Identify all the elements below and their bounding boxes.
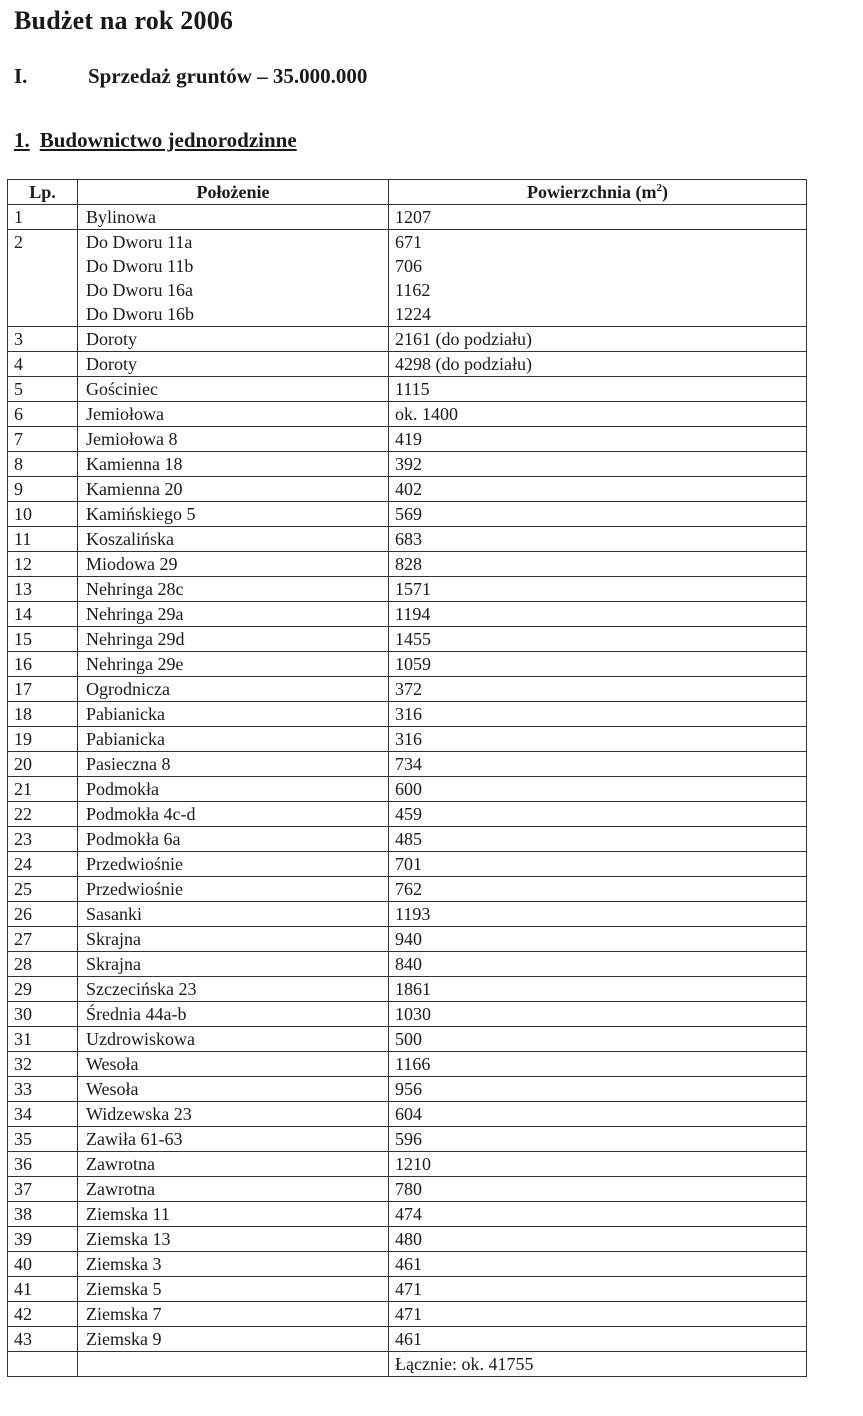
row-area	[389, 1102, 807, 1127]
row-location	[78, 1302, 389, 1327]
plots-table	[7, 179, 807, 1377]
area-line: 4298 (do podziału)	[395, 354, 532, 374]
area-line: 461	[395, 1254, 422, 1274]
table-row	[8, 1127, 807, 1152]
location-line: Przedwiośnie	[86, 854, 183, 874]
table-row	[8, 327, 807, 352]
row-lp: 31	[8, 1027, 78, 1052]
table-header-row	[8, 180, 807, 205]
section-label: Sprzedaż gruntów – 35.000.000	[88, 64, 368, 88]
row-area	[389, 602, 807, 627]
row-lp: 9	[8, 477, 78, 502]
row-area	[389, 1202, 807, 1227]
row-location	[78, 1152, 389, 1177]
area-line: 1571	[395, 579, 431, 599]
row-area	[389, 402, 807, 427]
row-location	[78, 577, 389, 602]
table-row	[8, 952, 807, 977]
row-area	[389, 1227, 807, 1252]
location-line: Do Dworu 16a	[86, 280, 193, 300]
row-location	[78, 1077, 389, 1102]
table-row	[8, 502, 807, 527]
location-line: Do Dworu 11a	[86, 232, 193, 252]
row-lp: 41	[8, 1277, 78, 1302]
table-row	[8, 702, 807, 727]
row-location	[78, 327, 389, 352]
area-line: 316	[395, 704, 422, 724]
row-location	[78, 205, 389, 230]
location-line: Kamienna 20	[86, 479, 183, 499]
location-line: Ziemska 9	[86, 1329, 162, 1349]
area-line: 1193	[395, 904, 431, 924]
row-location	[78, 352, 389, 377]
row-area	[389, 777, 807, 802]
row-lp: 39	[8, 1227, 78, 1252]
table-row	[8, 602, 807, 627]
row-location	[78, 877, 389, 902]
table-row	[8, 977, 807, 1002]
table-row	[8, 205, 807, 230]
row-lp: 27	[8, 927, 78, 952]
row-area	[389, 230, 807, 327]
area-line: 828	[395, 554, 422, 574]
table-row	[8, 1277, 807, 1302]
location-line: Zawrotna	[86, 1154, 155, 1174]
row-area	[389, 427, 807, 452]
row-area	[389, 702, 807, 727]
row-location	[78, 377, 389, 402]
table-row	[8, 627, 807, 652]
table-row	[8, 352, 807, 377]
row-location	[78, 1052, 389, 1077]
row-location	[78, 1277, 389, 1302]
row-location	[78, 402, 389, 427]
table-row	[8, 927, 807, 952]
area-line: 471	[395, 1279, 422, 1299]
row-location	[78, 1127, 389, 1152]
table-row	[8, 1102, 807, 1127]
table-row	[8, 777, 807, 802]
row-lp: 8	[8, 452, 78, 477]
location-line: Ogrodnicza	[86, 679, 170, 699]
row-area	[389, 752, 807, 777]
location-line: Podmokła 4c-d	[86, 804, 196, 824]
header-area-text: Powierzchnia (m	[527, 182, 657, 202]
area-line: 461	[395, 1329, 422, 1349]
row-location	[78, 902, 389, 927]
subsection-label: Budownictwo jednorodzinne	[39, 128, 297, 152]
row-area	[389, 352, 807, 377]
row-lp: 37	[8, 1177, 78, 1202]
row-location	[78, 677, 389, 702]
area-line: 500	[395, 1029, 422, 1049]
row-lp: 17	[8, 677, 78, 702]
row-location	[78, 702, 389, 727]
row-area	[389, 205, 807, 230]
document-title: Budżet na rok 2006	[14, 6, 234, 35]
area-line: 762	[395, 879, 422, 899]
row-area	[389, 577, 807, 602]
location-line: Do Dworu 16b	[86, 304, 194, 324]
location-line: Koszalińska	[86, 529, 174, 549]
section-heading	[14, 64, 367, 89]
location-line: Skrajna	[86, 954, 141, 974]
area-line: 485	[395, 829, 422, 849]
location-line: Pabianicka	[86, 729, 165, 749]
location-line: Nehringa 29a	[86, 604, 184, 624]
row-area	[389, 852, 807, 877]
row-area	[389, 327, 807, 352]
row-area	[389, 827, 807, 852]
location-line: Ziemska 3	[86, 1254, 162, 1274]
row-location	[78, 852, 389, 877]
area-line: 480	[395, 1229, 422, 1249]
location-line: Widzewska 23	[86, 1104, 192, 1124]
row-area	[389, 952, 807, 977]
row-location	[78, 777, 389, 802]
row-lp: 43	[8, 1327, 78, 1352]
row-lp: 21	[8, 777, 78, 802]
area-line: 1861	[395, 979, 431, 999]
location-line: Przedwiośnie	[86, 879, 183, 899]
location-line: Zawrotna	[86, 1179, 155, 1199]
row-area	[389, 627, 807, 652]
area-line: 1455	[395, 629, 431, 649]
table-row	[8, 1202, 807, 1227]
row-area	[389, 1127, 807, 1152]
total-row	[8, 1352, 807, 1377]
area-line: 1166	[395, 1054, 431, 1074]
table-row	[8, 1302, 807, 1327]
row-area	[389, 477, 807, 502]
row-lp: 33	[8, 1077, 78, 1102]
table-row	[8, 1002, 807, 1027]
row-area	[389, 902, 807, 927]
area-line: 940	[395, 929, 422, 949]
row-lp: 20	[8, 752, 78, 777]
table-row	[8, 1177, 807, 1202]
row-area	[389, 1302, 807, 1327]
table-row	[8, 1327, 807, 1352]
table-row	[8, 427, 807, 452]
table-row	[8, 377, 807, 402]
row-lp: 12	[8, 552, 78, 577]
location-line: Pasieczna 8	[86, 754, 171, 774]
row-lp: 11	[8, 527, 78, 552]
location-line: Ziemska 11	[86, 1204, 170, 1224]
area-line: 671	[395, 232, 422, 252]
row-location	[78, 802, 389, 827]
location-line: Sasanki	[86, 904, 142, 924]
area-line: 402	[395, 479, 422, 499]
area-line: 459	[395, 804, 422, 824]
row-location	[78, 427, 389, 452]
location-line: Miodowa 29	[86, 554, 178, 574]
row-lp: 15	[8, 627, 78, 652]
row-location	[78, 602, 389, 627]
location-line: Ziemska 5	[86, 1279, 162, 1299]
row-area	[389, 1327, 807, 1352]
row-location	[78, 1102, 389, 1127]
row-lp: 34	[8, 1102, 78, 1127]
location-line: Bylinowa	[86, 207, 156, 227]
location-line: Nehringa 28c	[86, 579, 184, 599]
row-location	[78, 627, 389, 652]
total-value: Łącznie: ok. 41755	[389, 1352, 807, 1377]
subsection-number: 1.	[14, 128, 30, 152]
table-row	[8, 1077, 807, 1102]
row-location	[78, 752, 389, 777]
header-location: Położenie	[78, 180, 389, 205]
location-line: Nehringa 29d	[86, 629, 185, 649]
area-line: 596	[395, 1129, 422, 1149]
location-line: Do Dworu 11b	[86, 256, 194, 276]
row-lp: 22	[8, 802, 78, 827]
table-row	[8, 1252, 807, 1277]
location-line: Średnia 44a-b	[86, 1004, 187, 1024]
location-line: Zawiła 61-63	[86, 1129, 183, 1149]
row-lp: 29	[8, 977, 78, 1002]
area-line: 419	[395, 429, 422, 449]
row-lp: 36	[8, 1152, 78, 1177]
row-area	[389, 552, 807, 577]
total-empty-lp	[8, 1352, 78, 1377]
area-line: ok. 1400	[395, 404, 458, 424]
row-lp: 10	[8, 502, 78, 527]
table-row	[8, 527, 807, 552]
row-location	[78, 1027, 389, 1052]
total-empty-location	[78, 1352, 389, 1377]
location-line: Kamienna 18	[86, 454, 183, 474]
table-row	[8, 677, 807, 702]
location-line: Szczecińska 23	[86, 979, 197, 999]
area-line: 1224	[395, 304, 431, 324]
row-lp: 35	[8, 1127, 78, 1152]
row-location	[78, 827, 389, 852]
table-row	[8, 1027, 807, 1052]
area-line: 471	[395, 1304, 422, 1324]
row-lp: 19	[8, 727, 78, 752]
location-line: Skrajna	[86, 929, 141, 949]
table-row	[8, 477, 807, 502]
row-area	[389, 977, 807, 1002]
header-area-sup: 2	[656, 182, 662, 194]
area-line: 706	[395, 256, 422, 276]
row-lp: 32	[8, 1052, 78, 1077]
table-row	[8, 552, 807, 577]
location-line: Jemiołowa 8	[86, 429, 178, 449]
area-line: 604	[395, 1104, 422, 1124]
table-row	[8, 1227, 807, 1252]
row-location	[78, 1227, 389, 1252]
location-line: Doroty	[86, 329, 137, 349]
row-lp: 3	[8, 327, 78, 352]
location-line: Kamińskiego 5	[86, 504, 196, 524]
row-area	[389, 1177, 807, 1202]
row-lp: 7	[8, 427, 78, 452]
row-lp: 5	[8, 377, 78, 402]
location-line: Uzdrowiskowa	[86, 1029, 195, 1049]
row-location	[78, 652, 389, 677]
row-lp: 1	[8, 205, 78, 230]
table-row	[8, 402, 807, 427]
area-line: 840	[395, 954, 422, 974]
row-area	[389, 652, 807, 677]
location-line: Ziemska 7	[86, 1304, 162, 1324]
row-area	[389, 802, 807, 827]
table-row	[8, 230, 807, 327]
row-location	[78, 927, 389, 952]
row-location	[78, 1202, 389, 1227]
row-lp: 24	[8, 852, 78, 877]
row-area	[389, 1077, 807, 1102]
row-area	[389, 877, 807, 902]
area-line: 569	[395, 504, 422, 524]
table-row	[8, 752, 807, 777]
row-lp: 28	[8, 952, 78, 977]
area-line: 316	[395, 729, 422, 749]
row-area	[389, 1052, 807, 1077]
header-area	[389, 180, 807, 205]
row-lp: 18	[8, 702, 78, 727]
area-line: 956	[395, 1079, 422, 1099]
row-area	[389, 527, 807, 552]
table-row	[8, 452, 807, 477]
table-row	[8, 577, 807, 602]
area-line: 1030	[395, 1004, 431, 1024]
location-line: Doroty	[86, 354, 137, 374]
row-area	[389, 1002, 807, 1027]
row-location	[78, 527, 389, 552]
plots-table-body	[8, 205, 807, 1352]
subsection-heading	[14, 128, 297, 153]
area-line: 683	[395, 529, 422, 549]
table-row	[8, 1152, 807, 1177]
row-location	[78, 1177, 389, 1202]
table-row	[8, 902, 807, 927]
row-lp: 42	[8, 1302, 78, 1327]
row-lp: 2	[8, 230, 78, 327]
row-lp: 6	[8, 402, 78, 427]
area-line: 372	[395, 679, 422, 699]
row-area	[389, 1277, 807, 1302]
row-location	[78, 552, 389, 577]
row-area	[389, 1152, 807, 1177]
area-line: 1210	[395, 1154, 431, 1174]
header-area-close: )	[661, 182, 668, 202]
table-row	[8, 827, 807, 852]
area-line: 2161 (do podziału)	[395, 329, 532, 349]
location-line: Nehringa 29e	[86, 654, 184, 674]
location-line: Podmokła	[86, 779, 160, 799]
area-line: 1207	[395, 207, 431, 227]
table-row	[8, 652, 807, 677]
area-line: 780	[395, 1179, 422, 1199]
location-line: Jemiołowa	[86, 404, 164, 424]
location-line: Podmokła 6a	[86, 829, 181, 849]
row-lp: 4	[8, 352, 78, 377]
row-area	[389, 377, 807, 402]
row-location	[78, 230, 389, 327]
area-line: 701	[395, 854, 422, 874]
area-line: 392	[395, 454, 422, 474]
row-lp: 38	[8, 1202, 78, 1227]
area-line: 474	[395, 1204, 422, 1224]
row-location	[78, 1252, 389, 1277]
table-row	[8, 802, 807, 827]
row-location	[78, 1002, 389, 1027]
row-lp: 23	[8, 827, 78, 852]
location-line: Ziemska 13	[86, 1229, 171, 1249]
row-lp: 16	[8, 652, 78, 677]
row-area	[389, 452, 807, 477]
location-line: Gościniec	[86, 379, 158, 399]
table-row	[8, 1052, 807, 1077]
row-area	[389, 1252, 807, 1277]
row-lp: 13	[8, 577, 78, 602]
table-row	[8, 877, 807, 902]
area-line: 1059	[395, 654, 431, 674]
row-area	[389, 677, 807, 702]
row-location	[78, 477, 389, 502]
area-line: 1162	[395, 280, 431, 300]
area-line: 1194	[395, 604, 431, 624]
row-location	[78, 977, 389, 1002]
row-lp: 14	[8, 602, 78, 627]
location-line: Wesoła	[86, 1054, 139, 1074]
location-line: Pabianicka	[86, 704, 165, 724]
row-lp: 30	[8, 1002, 78, 1027]
row-area	[389, 502, 807, 527]
table-row	[8, 727, 807, 752]
header-lp: Lp.	[8, 180, 78, 205]
row-location	[78, 1327, 389, 1352]
section-number: I.	[14, 64, 28, 88]
row-area	[389, 727, 807, 752]
row-area	[389, 927, 807, 952]
area-line: 1115	[395, 379, 430, 399]
row-location	[78, 502, 389, 527]
row-location	[78, 952, 389, 977]
row-lp: 25	[8, 877, 78, 902]
table-row	[8, 852, 807, 877]
row-lp: 26	[8, 902, 78, 927]
row-lp: 40	[8, 1252, 78, 1277]
location-line: Wesoła	[86, 1079, 139, 1099]
area-line: 600	[395, 779, 422, 799]
row-location	[78, 452, 389, 477]
row-location	[78, 727, 389, 752]
area-line: 734	[395, 754, 422, 774]
row-area	[389, 1027, 807, 1052]
